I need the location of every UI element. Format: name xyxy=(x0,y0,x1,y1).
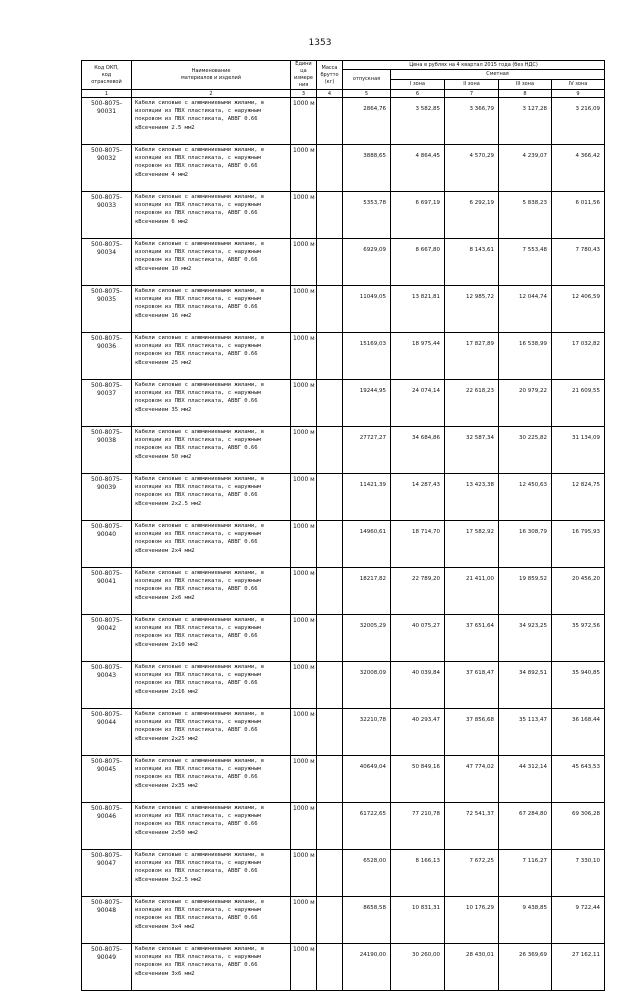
price-table xyxy=(81,60,605,991)
zone-2-price: 47 774,02 xyxy=(445,756,499,803)
table-row xyxy=(82,568,605,615)
release-price: 18217,82 xyxy=(343,568,391,615)
zone-2-price: 10 176,29 xyxy=(445,897,499,944)
zone-2-price: 12 985,72 xyxy=(445,286,499,333)
zone-1-price: 30 260,00 xyxy=(391,944,445,991)
zone-4-price: 7 780,43 xyxy=(552,239,605,286)
zone-1-price: 14 287,43 xyxy=(391,474,445,521)
header-unit: Едини ца измере ния xyxy=(291,61,317,90)
unit-of-measure: 1000 м xyxy=(291,568,317,615)
zone-2-price: 17 827,89 xyxy=(445,333,499,380)
gross-mass xyxy=(317,380,343,427)
table-row xyxy=(82,615,605,662)
column-number: 4 xyxy=(317,90,343,98)
zone-1-price: 6 697,19 xyxy=(391,192,445,239)
column-number: 9 xyxy=(552,90,605,98)
product-code: 500-8075- 90040 xyxy=(82,521,132,568)
zone-1-price: 22 789,20 xyxy=(391,568,445,615)
gross-mass xyxy=(317,286,343,333)
zone-3-price: 30 225,82 xyxy=(499,427,552,474)
zone-4-price: 35 972,56 xyxy=(552,615,605,662)
product-name: Кабели силовые с алюминиевыми жилами, в изоляции из ПВХ пластиката, с наружным покровом из ПВХ пластиката, АВВГ 0.66 кВсечением 3х6 мм2 xyxy=(132,944,291,991)
product-code: 500-8075- 90034 xyxy=(82,239,132,286)
unit-of-measure: 1000 м xyxy=(291,427,317,474)
unit-of-measure: 1000 м xyxy=(291,333,317,380)
column-numbers-row xyxy=(82,90,605,98)
zone-3-price: 3 127,28 xyxy=(499,98,552,145)
zone-3-price: 67 284,80 xyxy=(499,803,552,850)
zone-4-price: 31 134,09 xyxy=(552,427,605,474)
release-price: 14960,61 xyxy=(343,521,391,568)
product-code: 500-8075- 90048 xyxy=(82,897,132,944)
zone-3-price: 34 923,25 xyxy=(499,615,552,662)
zone-1-price: 34 684,86 xyxy=(391,427,445,474)
zone-2-price: 4 570,29 xyxy=(445,145,499,192)
table-body xyxy=(82,98,605,991)
gross-mass xyxy=(317,615,343,662)
zone-3-price: 9 438,85 xyxy=(499,897,552,944)
header-estimate-price: Сметная xyxy=(391,70,605,80)
zone-4-price: 27 162,11 xyxy=(552,944,605,991)
table-row xyxy=(82,474,605,521)
zone-3-price: 19 859,52 xyxy=(499,568,552,615)
release-price: 6528,00 xyxy=(343,850,391,897)
column-number: 8 xyxy=(499,90,552,98)
zone-4-price: 35 940,85 xyxy=(552,662,605,709)
table-row xyxy=(82,192,605,239)
table-row xyxy=(82,380,605,427)
unit-of-measure: 1000 м xyxy=(291,145,317,192)
gross-mass xyxy=(317,850,343,897)
zone-4-price: 12 824,75 xyxy=(552,474,605,521)
zone-1-price: 50 849,16 xyxy=(391,756,445,803)
zone-2-price: 17 582,92 xyxy=(445,521,499,568)
header-price-title: Цена в рублях на 4 квартал 2015 года (без НДС) xyxy=(343,61,605,70)
release-price: 32008,09 xyxy=(343,662,391,709)
release-price: 11049,05 xyxy=(343,286,391,333)
zone-1-price: 18 975,44 xyxy=(391,333,445,380)
zone-4-price: 12 406,59 xyxy=(552,286,605,333)
product-code: 500-8075- 90044 xyxy=(82,709,132,756)
column-number: 2 xyxy=(132,90,291,98)
gross-mass xyxy=(317,333,343,380)
gross-mass xyxy=(317,897,343,944)
header-zone-4: IV зона xyxy=(552,80,605,90)
zone-4-price: 16 795,93 xyxy=(552,521,605,568)
zone-2-price: 72 541,37 xyxy=(445,803,499,850)
gross-mass xyxy=(317,239,343,286)
zone-4-price: 17 032,82 xyxy=(552,333,605,380)
product-name: Кабели силовые с алюминиевыми жилами, в изоляции из ПВХ пластиката, с наружным покровом из ПВХ пластиката, АВВГ 0.66 кВсечением 35 мм2 xyxy=(132,380,291,427)
zone-1-price: 40 039,84 xyxy=(391,662,445,709)
unit-of-measure: 1000 м xyxy=(291,98,317,145)
zone-1-price: 3 582,85 xyxy=(391,98,445,145)
gross-mass xyxy=(317,98,343,145)
table-row xyxy=(82,145,605,192)
table-header xyxy=(82,61,605,98)
unit-of-measure: 1000 м xyxy=(291,239,317,286)
table-row xyxy=(82,803,605,850)
unit-of-measure: 1000 м xyxy=(291,286,317,333)
zone-1-price: 77 210,78 xyxy=(391,803,445,850)
table-row xyxy=(82,709,605,756)
header-name: Наименование материалов и изделий xyxy=(132,61,291,90)
zone-4-price: 69 306,28 xyxy=(552,803,605,850)
product-code: 500-8075- 90037 xyxy=(82,380,132,427)
column-number: 1 xyxy=(82,90,132,98)
zone-1-price: 10 831,31 xyxy=(391,897,445,944)
unit-of-measure: 1000 м xyxy=(291,756,317,803)
zone-4-price: 36 168,44 xyxy=(552,709,605,756)
unit-of-measure: 1000 м xyxy=(291,850,317,897)
product-name: Кабели силовые с алюминиевыми жилами, в изоляции из ПВХ пластиката, с наружным покровом из ПВХ пластиката, АВВГ 0.66 кВсечением 4 мм2 xyxy=(132,145,291,192)
zone-1-price: 8 667,80 xyxy=(391,239,445,286)
product-name: Кабели силовые с алюминиевыми жилами, в изоляции из ПВХ пластиката, с наружным покровом из ПВХ пластиката, АВВГ 0.66 кВсечением 2х2.5 мм2 xyxy=(132,474,291,521)
product-code: 500-8075- 90049 xyxy=(82,944,132,991)
product-name: Кабели силовые с алюминиевыми жилами, в изоляции из ПВХ пластиката, с наружным покровом из ПВХ пластиката, АВВГ 0.66 кВсечением 2х4 мм2 xyxy=(132,521,291,568)
unit-of-measure: 1000 м xyxy=(291,474,317,521)
release-price: 8658,58 xyxy=(343,897,391,944)
table-row xyxy=(82,98,605,145)
header-zone-3: III зона xyxy=(499,80,552,90)
table-row xyxy=(82,286,605,333)
zone-3-price: 44 312,14 xyxy=(499,756,552,803)
zone-4-price: 4 366,42 xyxy=(552,145,605,192)
product-name: Кабели силовые с алюминиевыми жилами, в изоляции из ПВХ пластиката, с наружным покровом из ПВХ пластиката, АВВГ 0.66 кВсечением 2х35 мм2 xyxy=(132,756,291,803)
table-row xyxy=(82,427,605,474)
header-zone-1: I зона xyxy=(391,80,445,90)
product-name: Кабели силовые с алюминиевыми жилами, в изоляции из ПВХ пластиката, с наружным покровом из ПВХ пластиката, АВВГ 0.66 кВсечением 50 мм2 xyxy=(132,427,291,474)
zone-3-price: 26 369,69 xyxy=(499,944,552,991)
table-row xyxy=(82,944,605,991)
zone-2-price: 8 143,61 xyxy=(445,239,499,286)
gross-mass xyxy=(317,756,343,803)
zone-4-price: 7 330,10 xyxy=(552,850,605,897)
zone-4-price: 20 456,20 xyxy=(552,568,605,615)
zone-4-price: 3 216,09 xyxy=(552,98,605,145)
zone-1-price: 40 075,27 xyxy=(391,615,445,662)
product-name: Кабели силовые с алюминиевыми жилами, в изоляции из ПВХ пластиката, с наружным покровом из ПВХ пластиката, АВВГ 0.66 кВсечением 3х2.5 мм2 xyxy=(132,850,291,897)
table-row xyxy=(82,756,605,803)
release-price: 19244,95 xyxy=(343,380,391,427)
header-release-price: отпускная xyxy=(343,70,391,90)
table-row xyxy=(82,850,605,897)
zone-3-price: 34 892,51 xyxy=(499,662,552,709)
gross-mass xyxy=(317,521,343,568)
product-name: Кабели силовые с алюминиевыми жилами, в изоляции из ПВХ пластиката, с наружным покровом из ПВХ пластиката, АВВГ 0.66 кВсечением 10 мм2 xyxy=(132,239,291,286)
product-code: 500-8075- 90039 xyxy=(82,474,132,521)
product-code: 500-8075- 90045 xyxy=(82,756,132,803)
product-code: 500-8075- 90047 xyxy=(82,850,132,897)
unit-of-measure: 1000 м xyxy=(291,380,317,427)
column-number: 5 xyxy=(343,90,391,98)
unit-of-measure: 1000 м xyxy=(291,615,317,662)
release-price: 27727,27 xyxy=(343,427,391,474)
gross-mass xyxy=(317,474,343,521)
zone-2-price: 37 618,47 xyxy=(445,662,499,709)
gross-mass xyxy=(317,145,343,192)
product-code: 500-8075- 90041 xyxy=(82,568,132,615)
gross-mass xyxy=(317,944,343,991)
unit-of-measure: 1000 м xyxy=(291,897,317,944)
zone-2-price: 37 651,64 xyxy=(445,615,499,662)
zone-2-price: 13 423,38 xyxy=(445,474,499,521)
product-name: Кабели силовые с алюминиевыми жилами, в изоляции из ПВХ пластиката, с наружным покровом из ПВХ пластиката, АВВГ 0.66 кВсечением 6 мм2 xyxy=(132,192,291,239)
gross-mass xyxy=(317,662,343,709)
zone-1-price: 13 821,81 xyxy=(391,286,445,333)
zone-2-price: 28 430,01 xyxy=(445,944,499,991)
unit-of-measure: 1000 м xyxy=(291,709,317,756)
release-price: 2864,76 xyxy=(343,98,391,145)
unit-of-measure: 1000 м xyxy=(291,662,317,709)
column-number: 3 xyxy=(291,90,317,98)
product-name: Кабели силовые с алюминиевыми жилами, в изоляции из ПВХ пластиката, с наружным покровом из ПВХ пластиката, АВВГ 0.66 кВсечением 2х6 мм2 xyxy=(132,568,291,615)
zone-1-price: 8 166,13 xyxy=(391,850,445,897)
zone-4-price: 45 643,53 xyxy=(552,756,605,803)
product-name: Кабели силовые с алюминиевыми жилами, в изоляции из ПВХ пластиката, с наружным покровом из ПВХ пластиката, АВВГ 0.66 кВсечением 2х50 мм2 xyxy=(132,803,291,850)
zone-3-price: 7 116,27 xyxy=(499,850,552,897)
release-price: 15169,03 xyxy=(343,333,391,380)
unit-of-measure: 1000 м xyxy=(291,944,317,991)
zone-3-price: 12 044,74 xyxy=(499,286,552,333)
product-name: Кабели силовые с алюминиевыми жилами, в изоляции из ПВХ пластиката, с наружным покровом из ПВХ пластиката, АВВГ 0.66 кВсечением 2х25 мм2 xyxy=(132,709,291,756)
product-code: 500-8075- 90035 xyxy=(82,286,132,333)
zone-2-price: 37 856,68 xyxy=(445,709,499,756)
release-price: 3888,65 xyxy=(343,145,391,192)
zone-2-price: 7 672,25 xyxy=(445,850,499,897)
zone-4-price: 9 722,44 xyxy=(552,897,605,944)
release-price: 61722,65 xyxy=(343,803,391,850)
product-code: 500-8075- 90031 xyxy=(82,98,132,145)
zone-1-price: 18 714,70 xyxy=(391,521,445,568)
release-price: 5353,78 xyxy=(343,192,391,239)
product-code: 500-8075- 90042 xyxy=(82,615,132,662)
zone-2-price: 22 618,23 xyxy=(445,380,499,427)
zone-1-price: 4 864,45 xyxy=(391,145,445,192)
table-row xyxy=(82,333,605,380)
product-code: 500-8075- 90043 xyxy=(82,662,132,709)
product-code: 500-8075- 90032 xyxy=(82,145,132,192)
table-row xyxy=(82,239,605,286)
gross-mass xyxy=(317,709,343,756)
gross-mass xyxy=(317,192,343,239)
zone-2-price: 32 587,34 xyxy=(445,427,499,474)
header-mass: Масса брутто (кг) xyxy=(317,61,343,90)
zone-2-price: 6 292,19 xyxy=(445,192,499,239)
unit-of-measure: 1000 м xyxy=(291,192,317,239)
page-number: 1353 xyxy=(308,38,332,48)
zone-4-price: 6 011,56 xyxy=(552,192,605,239)
zone-3-price: 16 538,99 xyxy=(499,333,552,380)
product-name: Кабели силовые с алюминиевыми жилами, в изоляции из ПВХ пластиката, с наружным покровом из ПВХ пластиката, АВВГ 0.66 кВсечением 3х4 мм2 xyxy=(132,897,291,944)
table-row xyxy=(82,897,605,944)
zone-3-price: 12 450,63 xyxy=(499,474,552,521)
table-row xyxy=(82,662,605,709)
zone-3-price: 7 553,48 xyxy=(499,239,552,286)
product-code: 500-8075- 90038 xyxy=(82,427,132,474)
column-number: 7 xyxy=(445,90,499,98)
product-name: Кабели силовые с алюминиевыми жилами, в изоляции из ПВХ пластиката, с наружным покровом из ПВХ пластиката, АВВГ 0.66 кВсечением 2.5 мм2 xyxy=(132,98,291,145)
zone-3-price: 5 838,23 xyxy=(499,192,552,239)
release-price: 32005,29 xyxy=(343,615,391,662)
zone-2-price: 21 411,00 xyxy=(445,568,499,615)
zone-3-price: 4 239,07 xyxy=(499,145,552,192)
table-row xyxy=(82,521,605,568)
gross-mass xyxy=(317,803,343,850)
zone-2-price: 3 366,79 xyxy=(445,98,499,145)
gross-mass xyxy=(317,568,343,615)
product-code: 500-8075- 90036 xyxy=(82,333,132,380)
product-code: 500-8075- 90033 xyxy=(82,192,132,239)
zone-1-price: 24 074,14 xyxy=(391,380,445,427)
zone-4-price: 21 609,55 xyxy=(552,380,605,427)
unit-of-measure: 1000 м xyxy=(291,803,317,850)
product-name: Кабели силовые с алюминиевыми жилами, в изоляции из ПВХ пластиката, с наружным покровом из ПВХ пластиката, АВВГ 0.66 кВсечением 25 мм2 xyxy=(132,333,291,380)
header-code: Код ОКП, код отраслевой xyxy=(82,61,132,90)
release-price: 24190,00 xyxy=(343,944,391,991)
zone-3-price: 20 979,22 xyxy=(499,380,552,427)
zone-1-price: 40 293,47 xyxy=(391,709,445,756)
product-name: Кабели силовые с алюминиевыми жилами, в изоляции из ПВХ пластиката, с наружным покровом из ПВХ пластиката, АВВГ 0.66 кВсечением 2х16 мм2 xyxy=(132,662,291,709)
product-code: 500-8075- 90046 xyxy=(82,803,132,850)
release-price: 32210,78 xyxy=(343,709,391,756)
release-price: 11421,39 xyxy=(343,474,391,521)
zone-3-price: 16 308,79 xyxy=(499,521,552,568)
release-price: 40649,04 xyxy=(343,756,391,803)
release-price: 6929,09 xyxy=(343,239,391,286)
column-number: 6 xyxy=(391,90,445,98)
zone-3-price: 35 113,47 xyxy=(499,709,552,756)
product-name: Кабели силовые с алюминиевыми жилами, в изоляции из ПВХ пластиката, с наружным покровом из ПВХ пластиката, АВВГ 0.66 кВсечением 16 мм2 xyxy=(132,286,291,333)
header-zone-2: II зона xyxy=(445,80,499,90)
gross-mass xyxy=(317,427,343,474)
product-name: Кабели силовые с алюминиевыми жилами, в изоляции из ПВХ пластиката, с наружным покровом из ПВХ пластиката, АВВГ 0.66 кВсечением 2х10 мм2 xyxy=(132,615,291,662)
unit-of-measure: 1000 м xyxy=(291,521,317,568)
